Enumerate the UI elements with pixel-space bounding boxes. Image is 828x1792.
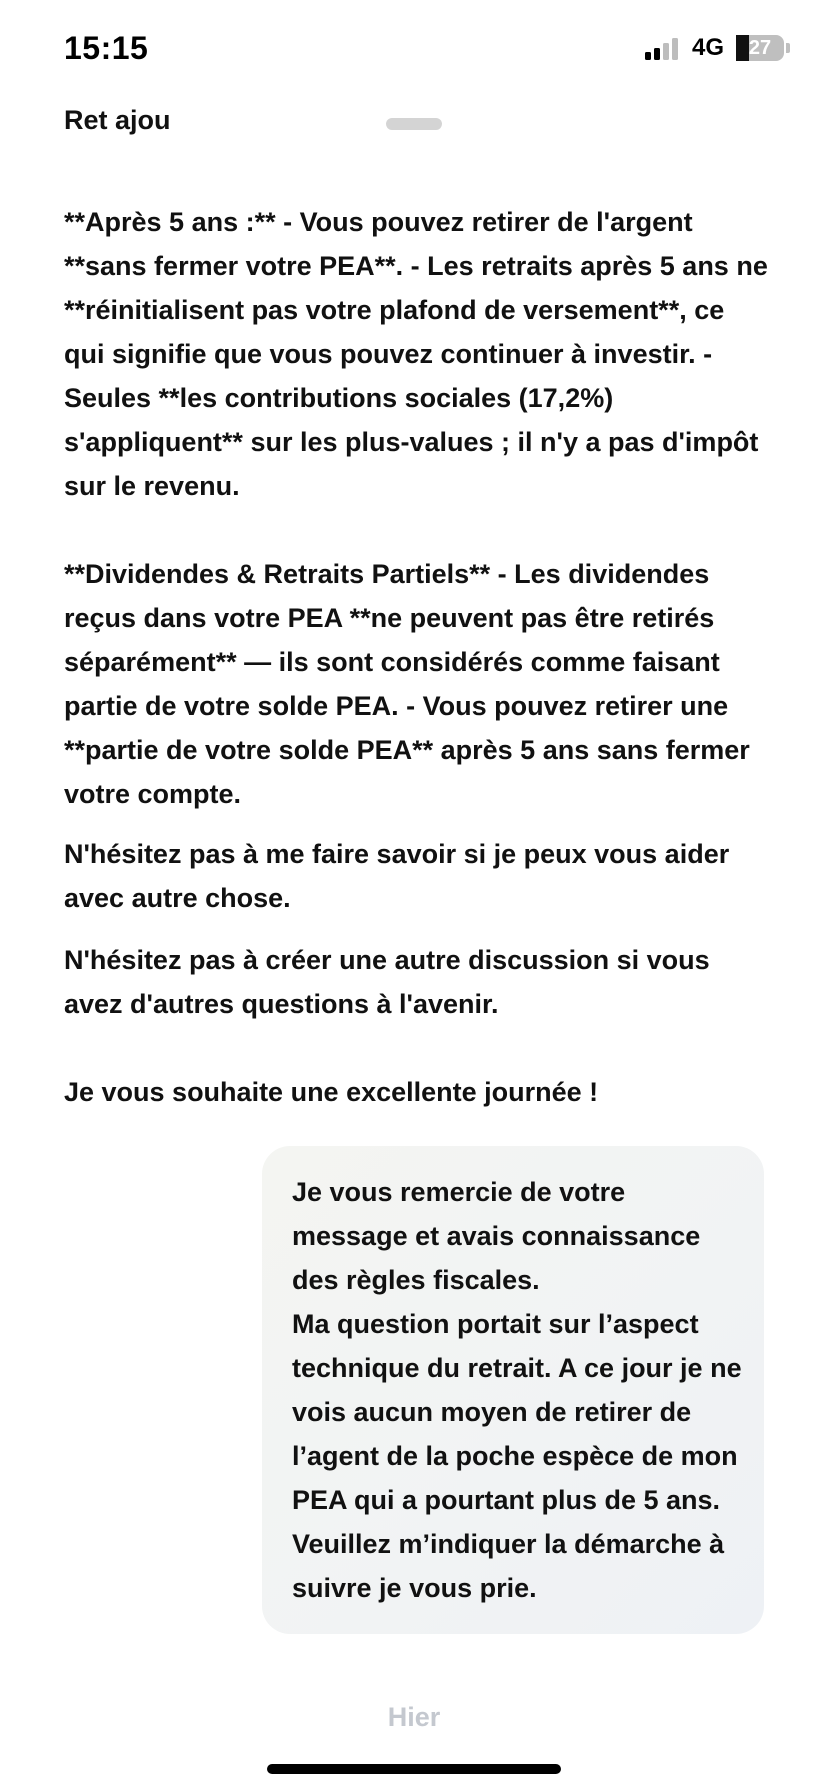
assistant-message-paragraph: N'hésitez pas à créer une autre discussion si vous avez d'autres questions à l'avenir. [64, 945, 710, 1019]
assistant-message-paragraph: **Dividendes & Retraits Partiels** - Les dividendes reçus dans votre PEA **ne peuvent pas être retirés séparément** — ils sont considérés comme faisant partie de votre solde PEA. - Vous pouvez retirer une **partie de votre solde PEA** après 5 ans sans fermer votre compte. [64, 559, 750, 809]
home-indicator[interactable] [267, 1764, 561, 1774]
cutoff-text-line: Ret ajou [64, 105, 171, 135]
status-time: 15:15 [64, 30, 149, 66]
sheet-grabber-handle[interactable] [386, 118, 442, 130]
cellular-signal-icon [645, 36, 678, 60]
status-indicators [645, 34, 790, 62]
battery-level-label: 27 [748, 37, 772, 59]
user-message-text: Je vous remercie de votre message et avais connaissance des règles fiscales. Ma question portait sur l’aspect technique du retrait. A ce jour je ne vois aucun moyen de retirer de l’agent de la poche espèce de mon PEA qui a pourtant plus de 5 ans. Veuillez m’indiquer la démarche à suivre je vous prie. [292, 1177, 742, 1603]
date-separator: Hier [387, 1702, 441, 1732]
assistant-message-paragraph: N'hésitez pas à me faire savoir si je peux vous aider avec autre chose. [64, 839, 730, 913]
user-message-bubble[interactable] [262, 1146, 764, 1634]
battery-icon [736, 35, 790, 61]
assistant-message-paragraph: **Après 5 ans :** - Vous pouvez retirer de l'argent **sans fermer votre PEA**. - Les retraits après 5 ans ne **réinitialisent pas votre plafond de versement**, ce qui signifie que vous pouvez continuer à investir. - Seules **les contributions sociales (17,2%) s'appliquent** sur les plus-values ; il n'y a pas d'impôt sur le revenu. [64, 207, 768, 501]
network-type-label: 4G [691, 34, 724, 61]
status-bar [0, 0, 828, 100]
assistant-message-paragraph: Je vous souhaite une excellente journée ! [64, 1077, 599, 1107]
